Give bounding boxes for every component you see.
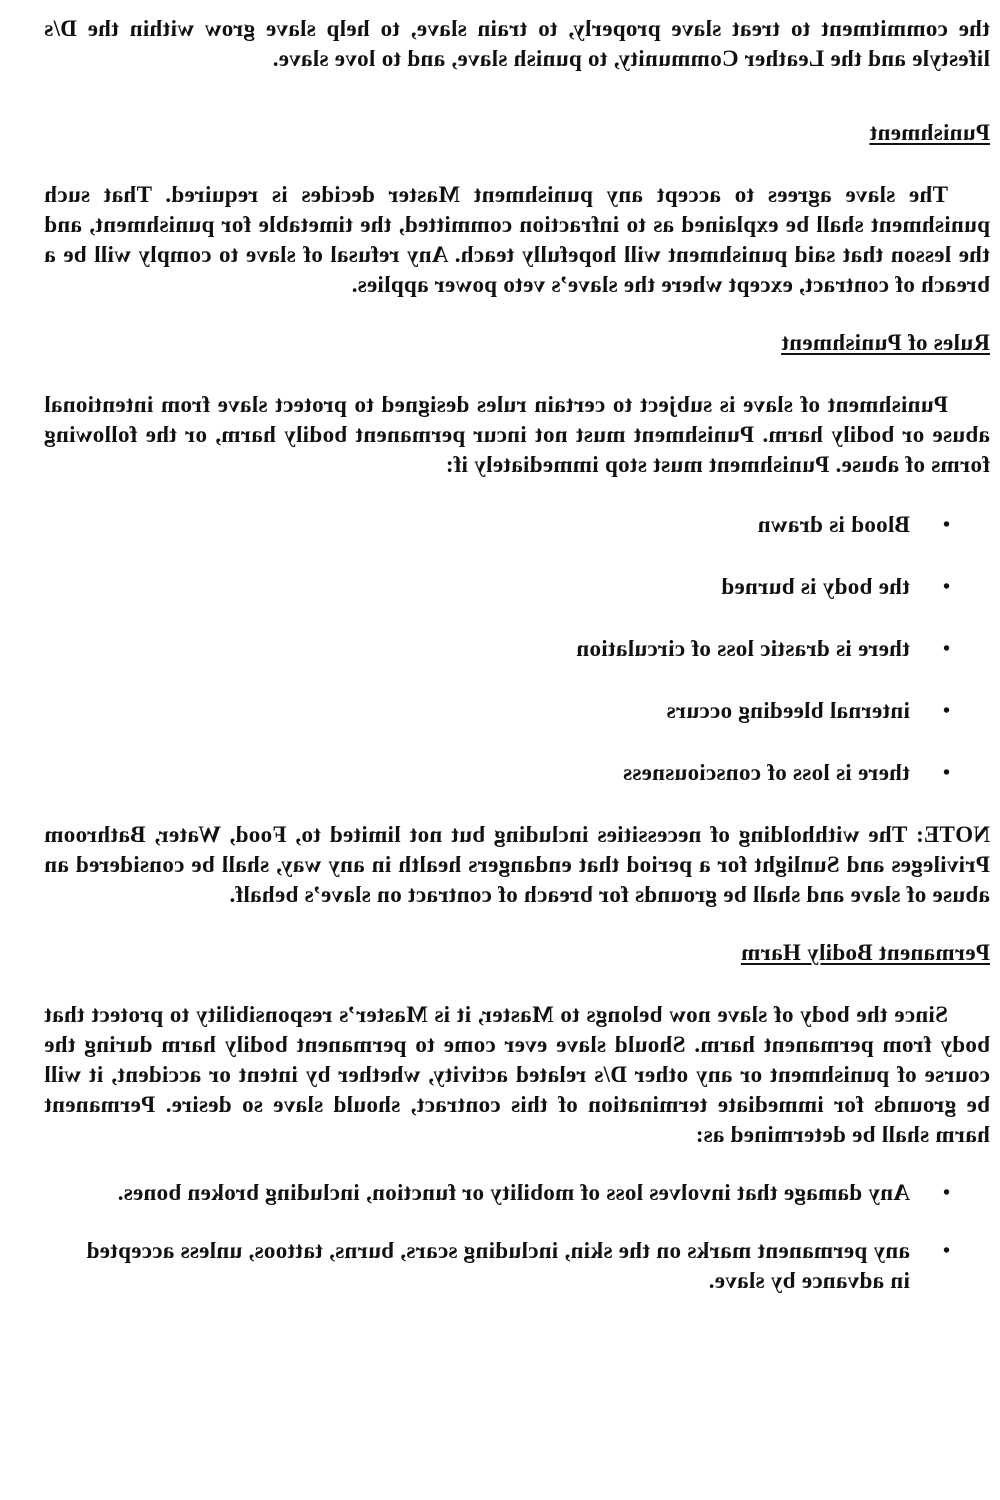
bullet-icon: • (942, 1182, 950, 1204)
list-item-text: there is drastic loss of circulation (576, 636, 910, 661)
intro-paragraph: the commitment to treat slave properly, to train slave, to help slave grow within the D/s lifestyle and the Leather Community, to punish slave, and to love slave. (44, 16, 990, 71)
list-item (44, 1236, 990, 1296)
bullet-icon: • (942, 762, 950, 784)
heading-punishment: Punishment (869, 120, 990, 145)
note-paragraph: NOTE: The withholding of necessities including but not limited to, Food, Water, Bathroom Privileges and Sunlight for a period that endangers health in any way, shall be considered an abuse of slave and shall be grounds for breach of contract on slave’s behalf. (44, 822, 990, 907)
list-item (44, 758, 990, 820)
heading-permanent-bodily-harm: Permanent Bodily Harm (740, 940, 990, 965)
bullet-icon: • (942, 700, 950, 722)
list-item-text: Blood is drawn (757, 512, 910, 537)
list-item-text: there is loss of consciousness (622, 760, 910, 785)
rules-paragraph: Punishment of slave is subject to certain rules designed to protect slave from intentional abuse or bodily harm. Punishment must not incur permanent bodily harm, or the following forms of abuse. Punishment must stop immediately if: (44, 392, 990, 477)
list-item-text: the body is burned (721, 574, 910, 599)
rules-bullet-list (44, 510, 990, 820)
list-item-text: Any damage that involves loss of mobility or function, including broken bones. (117, 1180, 910, 1205)
list-item (44, 696, 990, 758)
list-item (44, 572, 990, 634)
bullet-icon: • (942, 638, 950, 660)
list-item-text: internal bleeding occurs (666, 698, 910, 723)
heading-rules-of-punishment: Rules of Punishment (781, 330, 990, 355)
list-item-text: any permanent marks on the skin, including scars, burns, tattoos, unless accepted in advance by slave. (86, 1238, 910, 1293)
document-body (44, 14, 990, 1324)
list-item (44, 1178, 990, 1208)
bullet-icon: • (942, 576, 950, 598)
harm-paragraph: Since the body of slave now belongs to Master, it is Master’s responsibility to protect that body from permanent harm. Should slave ever come to permanent bodily harm during the course of punishment or any other D/s related activity, whether by intent or accident, it will be grounds for immediate termination of this contract, should slave so desire. Permanent harm shall be determined as: (44, 1002, 990, 1147)
bullet-icon: • (942, 514, 950, 536)
punishment-paragraph: The slave agrees to accept any punishment Master decides is required. That such punishment shall be explained as to infraction committed, the timetable for punishment, and the lesson that said punishment will hopefully teach. Any refusal of slave to comply will be a breach of contract, except where the slave’s veto power applies. (44, 182, 990, 297)
list-item (44, 634, 990, 696)
list-item (44, 510, 990, 572)
harm-bullet-list (44, 1178, 990, 1296)
bullet-icon: • (942, 1240, 950, 1262)
